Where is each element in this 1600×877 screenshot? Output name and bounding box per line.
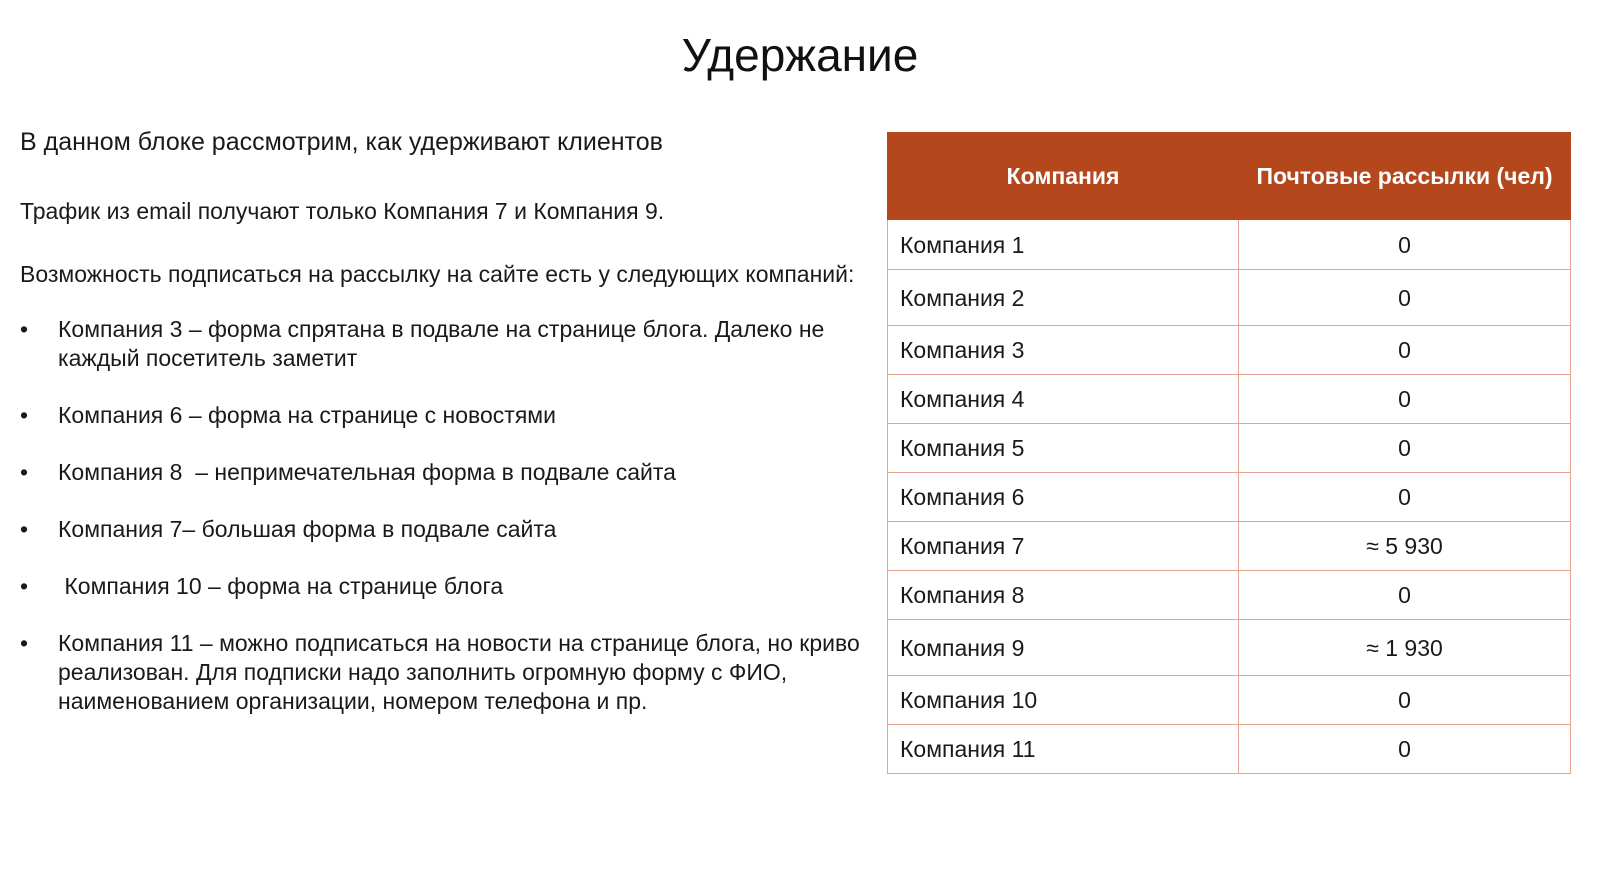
value-cell: 0 xyxy=(1239,270,1571,326)
table-row xyxy=(888,725,1571,774)
table-row xyxy=(888,375,1571,424)
company-cell: Компания 4 xyxy=(888,375,1239,424)
email-traffic-text: Трафик из email получают только Компания 7 и Компания 9. xyxy=(20,198,665,224)
mail-subscribers-table xyxy=(887,132,1571,774)
list-item xyxy=(20,629,867,716)
value-cell: 0 xyxy=(1239,375,1571,424)
company-cell: Компания 11 xyxy=(888,725,1239,774)
company-cell: Компания 7 xyxy=(888,522,1239,571)
value-cell: 0 xyxy=(1239,220,1571,270)
value-cell: 0 xyxy=(1239,725,1571,774)
list-item xyxy=(20,401,860,430)
value-cell: 0 xyxy=(1239,473,1571,522)
table-row xyxy=(888,676,1571,725)
table-header-row xyxy=(888,133,1571,220)
value-cell: 0 xyxy=(1239,424,1571,473)
company-cell: Компания 5 xyxy=(888,424,1239,473)
bullet-list xyxy=(20,315,867,716)
table-row xyxy=(888,424,1571,473)
company-cell: Компания 6 xyxy=(888,473,1239,522)
company-cell: Компания 1 xyxy=(888,220,1239,270)
table-row xyxy=(888,620,1571,676)
company-cell: Компания 3 xyxy=(888,326,1239,375)
page-title: Удержание xyxy=(681,29,919,81)
list-item-text: Компания 7– большая форма в подвале сайта xyxy=(58,516,557,542)
table-row xyxy=(888,473,1571,522)
value-cell: 0 xyxy=(1239,571,1571,620)
list-item-text: Компания 10 – форма на странице блога xyxy=(58,573,504,599)
list-item-text: Компания 6 – форма на странице с новостями xyxy=(58,402,556,428)
list-item-text: Компания 3 – форма спрятана в подвале на странице блога. Далеко не каждый посетитель заметит xyxy=(58,316,831,371)
text-block xyxy=(20,128,867,744)
company-cell: Компания 8 xyxy=(888,571,1239,620)
list-item-text: Компания 8 – непримечательная форма в подвале сайта xyxy=(58,459,676,485)
bullet-icon: • xyxy=(20,516,29,542)
list-item xyxy=(20,572,860,601)
table-row xyxy=(888,522,1571,571)
header-mail: Почтовые рассылки (чел) xyxy=(1239,133,1571,220)
value-cell: ≈ 5 930 xyxy=(1239,522,1571,571)
header-company: Компания xyxy=(888,133,1239,220)
table-row xyxy=(888,220,1571,270)
value-cell: 0 xyxy=(1239,676,1571,725)
value-cell: ≈ 1 930 xyxy=(1239,620,1571,676)
bullet-icon: • xyxy=(20,402,29,428)
subscription-text: Возможность подписаться на рассылку на сайте есть у следующих компаний: xyxy=(20,261,855,287)
intro-text: В данном блоке рассмотрим, как удерживают клиентов xyxy=(20,128,663,156)
list-item xyxy=(20,515,860,544)
bullet-icon: • xyxy=(20,573,29,599)
table-row xyxy=(888,326,1571,375)
table-row xyxy=(888,571,1571,620)
bullet-icon: • xyxy=(20,316,29,342)
list-item-text: Компания 11 – можно подписаться на новости на странице блога, но криво реализован. Для подписки надо заполнить огромную форму с ФИО, наименованием организации, номером телефона и пр. xyxy=(58,630,867,714)
company-cell: Компания 9 xyxy=(888,620,1239,676)
list-item xyxy=(20,315,860,373)
table-row xyxy=(888,270,1571,326)
list-item xyxy=(20,458,860,487)
bullet-icon: • xyxy=(20,630,29,656)
value-cell: 0 xyxy=(1239,326,1571,375)
company-cell: Компания 10 xyxy=(888,676,1239,725)
company-cell: Компания 2 xyxy=(888,270,1239,326)
bullet-icon: • xyxy=(20,459,29,485)
